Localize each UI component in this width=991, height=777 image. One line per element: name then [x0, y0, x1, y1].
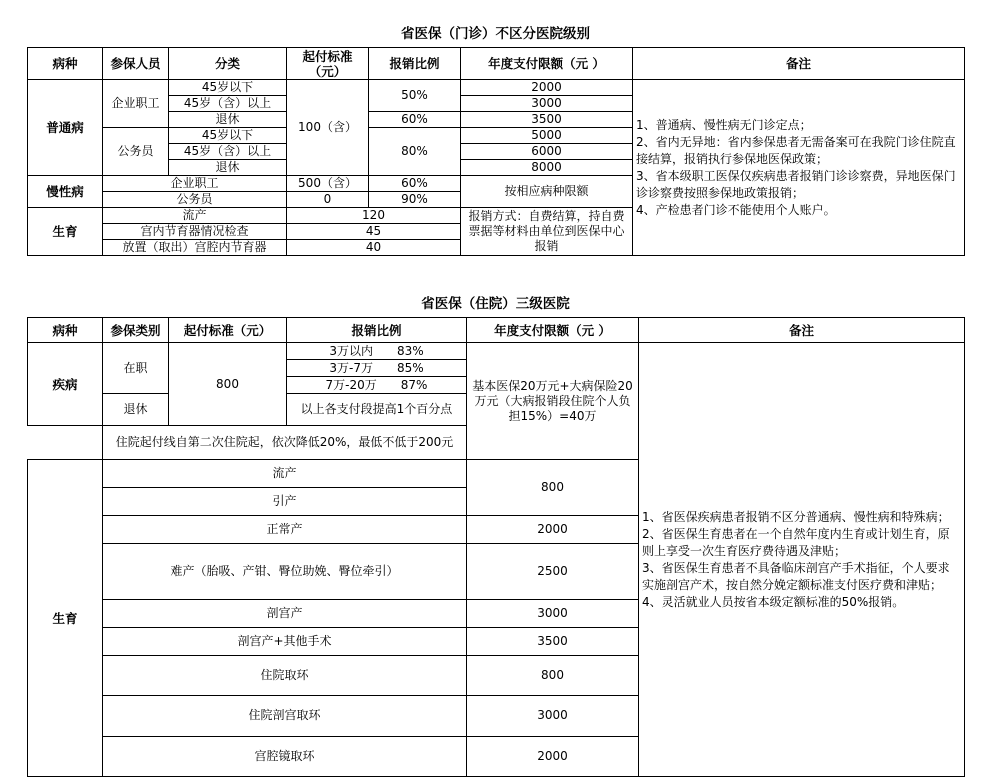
maternity-item: 流产	[103, 460, 467, 488]
general-deductible: 100（含）	[287, 80, 369, 176]
ratio-cell: 60%	[369, 112, 461, 128]
limit-cell: 5000	[461, 128, 633, 144]
header-category: 分类	[169, 48, 287, 80]
inpatient-maternity-label: 生育	[28, 460, 103, 777]
illness-limit: 基本医保20万元+大病保险20万元（大病报销段住院个人负担15%）=40万	[467, 343, 639, 460]
maternity-item: 住院取环	[103, 656, 467, 696]
header-annual-limit: 年度支付限额（元 ）	[461, 48, 633, 80]
note-line: 3、省本级职工医保仅疾病患者报销门诊诊察费，异地医保门诊诊察费按照参保地政策报销；	[636, 168, 956, 200]
maternity-amount: 2000	[467, 516, 639, 544]
maternity-item: 难产（胎吸、产钳、臀位助娩、臀位牵引）	[103, 544, 467, 600]
ratio-retired: 以上各支付段提高1个百分点	[287, 394, 467, 426]
blank-cell	[28, 426, 103, 460]
category-cell: 45岁以下	[169, 128, 287, 144]
maternity-amount: 40	[287, 240, 461, 256]
general-disease-label: 普通病	[28, 80, 103, 176]
category-cell: 退休	[169, 160, 287, 176]
ratio-cell: 3万-7万 85%	[287, 360, 467, 377]
header-notes: 备注	[633, 48, 965, 80]
maternity-item: 正常产	[103, 516, 467, 544]
outpatient-table	[27, 47, 965, 256]
chronic-insured: 公务员	[103, 192, 287, 208]
maternity-amount: 3000	[467, 600, 639, 628]
limit-cell: 3000	[461, 96, 633, 112]
note-line: 2、省内无异地：省内参保患者无需备案可在我院门诊住院直接结算，报销执行参保地医保政策；	[636, 134, 956, 166]
maternity-amount: 3500	[467, 628, 639, 656]
maternity-item: 住院剖宫取环	[103, 696, 467, 736]
category-cell: 45岁（含）以上	[169, 144, 287, 160]
limit-cell: 2000	[461, 80, 633, 96]
outpatient-notes	[633, 80, 965, 256]
maternity-item: 剖宫产	[103, 600, 467, 628]
header-annual-limit: 年度支付限额（元 ）	[467, 318, 639, 343]
header-insured: 参保人员	[103, 48, 169, 80]
chronic-deductible: 500（含）	[287, 176, 369, 192]
ratio-cell: 7万-20万 87%	[287, 377, 467, 394]
maternity-item: 宫腔镜取环	[103, 736, 467, 776]
maternity-amount: 800	[467, 656, 639, 696]
header-insured: 参保类别	[103, 318, 169, 343]
maternity-amount: 2000	[467, 736, 639, 776]
maternity-label: 生育	[28, 208, 103, 256]
note-line: 1、普通病、慢性病无门诊定点；	[636, 117, 812, 132]
limit-cell: 6000	[461, 144, 633, 160]
chronic-insured: 企业职工	[103, 176, 287, 192]
note-line: 2、省医保生育患者在一个自然年度内生育或计划生育，原则上享受一次生育医疗费待遇及津贴；	[642, 526, 950, 558]
ratio-cell: 80%	[369, 128, 461, 176]
inpatient-table	[27, 317, 965, 777]
limit-cell: 3500	[461, 112, 633, 128]
category-cell: 45岁以下	[169, 80, 287, 96]
category-cell: 退休	[169, 112, 287, 128]
maternity-item: 剖宫产+其他手术	[103, 628, 467, 656]
illness-deductible: 800	[169, 343, 287, 426]
header-ratio: 报销比例	[369, 48, 461, 80]
header-disease: 病种	[28, 48, 103, 80]
maternity-amount: 45	[287, 224, 461, 240]
table2-title: 省医保（住院）三级医院	[421, 296, 570, 312]
chronic-ratio: 90%	[369, 192, 461, 208]
maternity-amount: 800	[467, 460, 639, 516]
ratio-cell: 3万以内 83%	[287, 343, 467, 360]
maternity-amount: 2500	[467, 544, 639, 600]
note-line: 4、灵活就业人员按省本级定额标准的50%报销。	[642, 594, 905, 609]
insured-employed: 在职	[103, 343, 169, 394]
note-line: 3、省医保生育患者不具备临床剖宫产手术指征，个人要求实施剖宫产术，按自然分娩定额标准支付医疗费和津贴；	[642, 560, 950, 592]
header-notes: 备注	[639, 318, 965, 343]
chronic-deductible: 0	[287, 192, 369, 208]
chronic-limit: 按相应病种限额	[461, 176, 633, 208]
illness-label: 疾病	[28, 343, 103, 426]
header-ratio: 报销比例	[287, 318, 467, 343]
header-deductible: 起付标准（元）	[169, 318, 287, 343]
inpatient-notes	[639, 343, 965, 777]
rehosp-note: 住院起付线自第二次住院起，依次降低20%，最低不低于200元	[103, 426, 467, 460]
chronic-disease-label: 慢性病	[28, 176, 103, 208]
insured-civil: 公务员	[103, 128, 169, 176]
maternity-item: 引产	[103, 488, 467, 516]
maternity-item: 放置（取出）宫腔内节育器	[103, 240, 287, 256]
chronic-ratio: 60%	[369, 176, 461, 192]
limit-cell: 8000	[461, 160, 633, 176]
insured-enterprise: 企业职工	[103, 80, 169, 128]
maternity-method: 报销方式：自费结算，持自费票据等材料由单位到医保中心报销	[461, 208, 633, 256]
category-cell: 45岁（含）以上	[169, 96, 287, 112]
header-disease: 病种	[28, 318, 103, 343]
insured-retired: 退休	[103, 394, 169, 426]
ratio-cell: 50%	[369, 80, 461, 112]
maternity-item: 宫内节育器情况检查	[103, 224, 287, 240]
maternity-amount: 3000	[467, 696, 639, 736]
note-line: 4、产检患者门诊不能使用个人账户。	[636, 202, 836, 217]
note-line: 1、省医保疾病患者报销不区分普通病、慢性病和特殊病；	[642, 509, 950, 524]
header-deductible: 起付标准（元）	[287, 48, 369, 80]
maternity-item: 流产	[103, 208, 287, 224]
maternity-amount: 120	[287, 208, 461, 224]
table1-title: 省医保（门诊）不区分医院级别	[401, 26, 590, 42]
